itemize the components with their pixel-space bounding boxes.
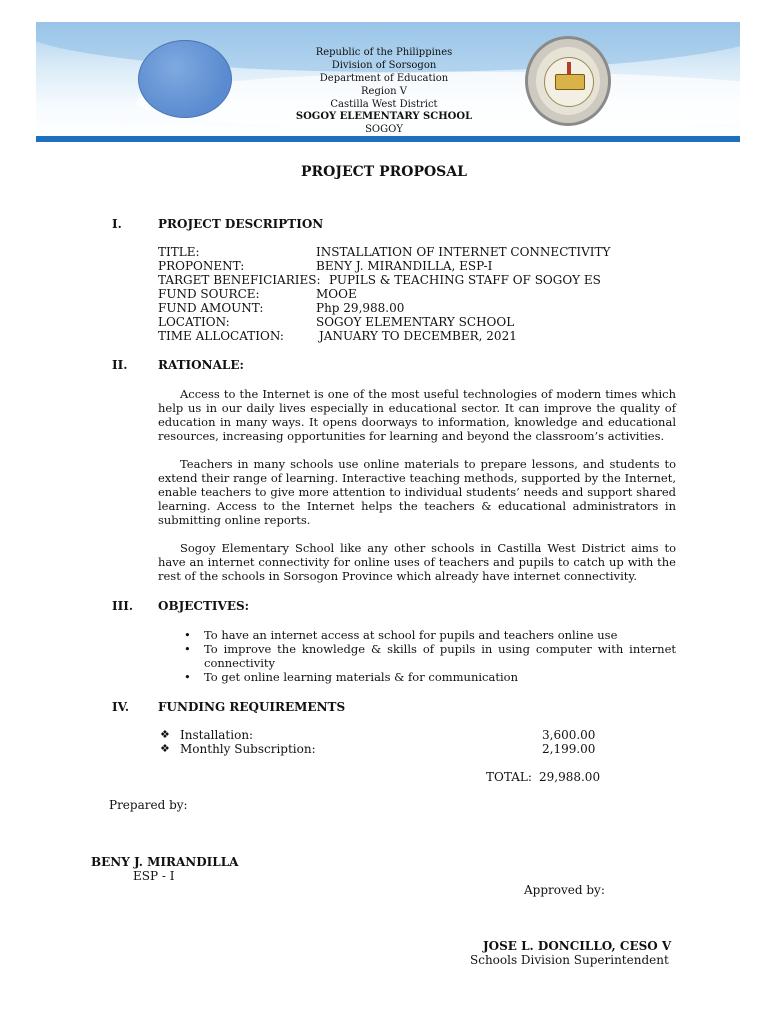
rationale-paragraph [158,387,676,443]
school-seal-logo [525,36,611,126]
total-amount: 29,988.00 [539,770,601,784]
approved-by-label: Approved by: [524,883,605,897]
section-heading: FUNDING REQUIREMENTS [158,700,346,714]
header-line-republic: Republic of the Philippines [315,47,453,58]
header-school-name: SOGOY ELEMENTARY SCHOOL [295,111,473,122]
detail-label: TIME ALLOCATION: [158,329,284,343]
rationale-text: Teachers in many schools use online materials to prepare lessons, and students to extend their range of learning. Interactive teaching methods, supported by the Internet, enable teachers to give more attention to individual students’ needs and support shared learning. Access to the Internet helps the teachers & educational administrators in submitting online reports. [158,457,676,527]
seal-emblem [544,57,594,107]
funding-amount: 3,600.00 [542,728,596,742]
section-heading: OBJECTIVES: [158,599,250,613]
objectives-list [180,628,676,684]
rationale-text: Sogoy Elementary School like any other schools in Castilla West District aims to have an internet connectivity for online uses of teachers and pupils to catch up with the rest of the schools in Sorsogon Province which already have internet connectivity. [158,541,676,583]
detail-label: TARGET BENEFICIARIES: [158,273,321,287]
detail-value: PUPILS & TEACHING STAFF OF SOGOY ES [329,273,601,287]
detail-value: INSTALLATION OF INTERNET CONNECTIVITY [316,245,611,259]
header-place: SOGOY [365,124,403,135]
preparer-position: ESP - I [133,869,175,883]
detail-value: Php 29,988.00 [316,301,405,315]
detail-label: PROPONENT: [158,259,245,273]
diamond-bullet-icon: ❖ [160,742,170,755]
detail-label: FUND AMOUNT: [158,301,264,315]
section-heading: PROJECT DESCRIPTION [158,217,324,231]
prepared-by-label: Prepared by: [109,798,188,812]
objective-item: • To have an internet access at school for pupils and teachers online use [180,628,676,642]
objective-item: • To improve the knowledge & skills of pupils in using computer with internet connectivity [180,642,676,670]
funding-item: Monthly Subscription: [180,742,316,756]
detail-value: JANUARY TO DECEMBER, 2021 [319,329,517,343]
section-number: III. [112,599,134,613]
header-line-region: Region V [361,86,407,97]
detail-value: MOOE [316,287,357,301]
rationale-text: Access to the Internet is one of the most useful technologies of modern times which help us in our daily lives especially in educational sector. It can improve the quality of education in many ways. It opens doorways to information, knowledge and educational resources, increasing opportunities for learning and beyond the classroom’s activities. [158,387,676,443]
rationale-paragraph [158,541,676,583]
document-title: PROJECT PROPOSAL [301,164,467,180]
section-number: II. [112,358,128,372]
preparer-name: BENY J. MIRANDILLA [91,855,239,869]
header-line-division: Division of Sorsogon [331,60,437,71]
detail-label: TITLE: [158,245,200,259]
header-line-district: Castilla West District [330,99,438,110]
detail-value: BENY J. MIRANDILLA, ESP-I [316,259,493,273]
section-number: IV. [112,700,130,714]
detail-value: SOGOY ELEMENTARY SCHOOL [316,315,515,329]
detail-label: LOCATION: [158,315,230,329]
section-number: I. [112,217,122,231]
funding-item: Installation: [180,728,254,742]
header-line-department: Department of Education [319,73,449,84]
total-label: TOTAL: [486,770,532,784]
book-icon [555,74,585,90]
approver-position: Schools Division Superintendent [470,953,669,967]
approver-name: JOSE L. DONCILLO, CESO V [483,939,672,953]
funding-amount: 2,199.00 [542,742,596,756]
diamond-bullet-icon: ❖ [160,728,170,741]
detail-label: FUND SOURCE: [158,287,260,301]
deped-logo-placeholder [138,40,232,118]
objective-item: • To get online learning materials & for communication [180,670,676,684]
banner-bar [36,136,740,142]
rationale-paragraph [158,457,676,527]
section-heading: RATIONALE: [158,358,244,372]
